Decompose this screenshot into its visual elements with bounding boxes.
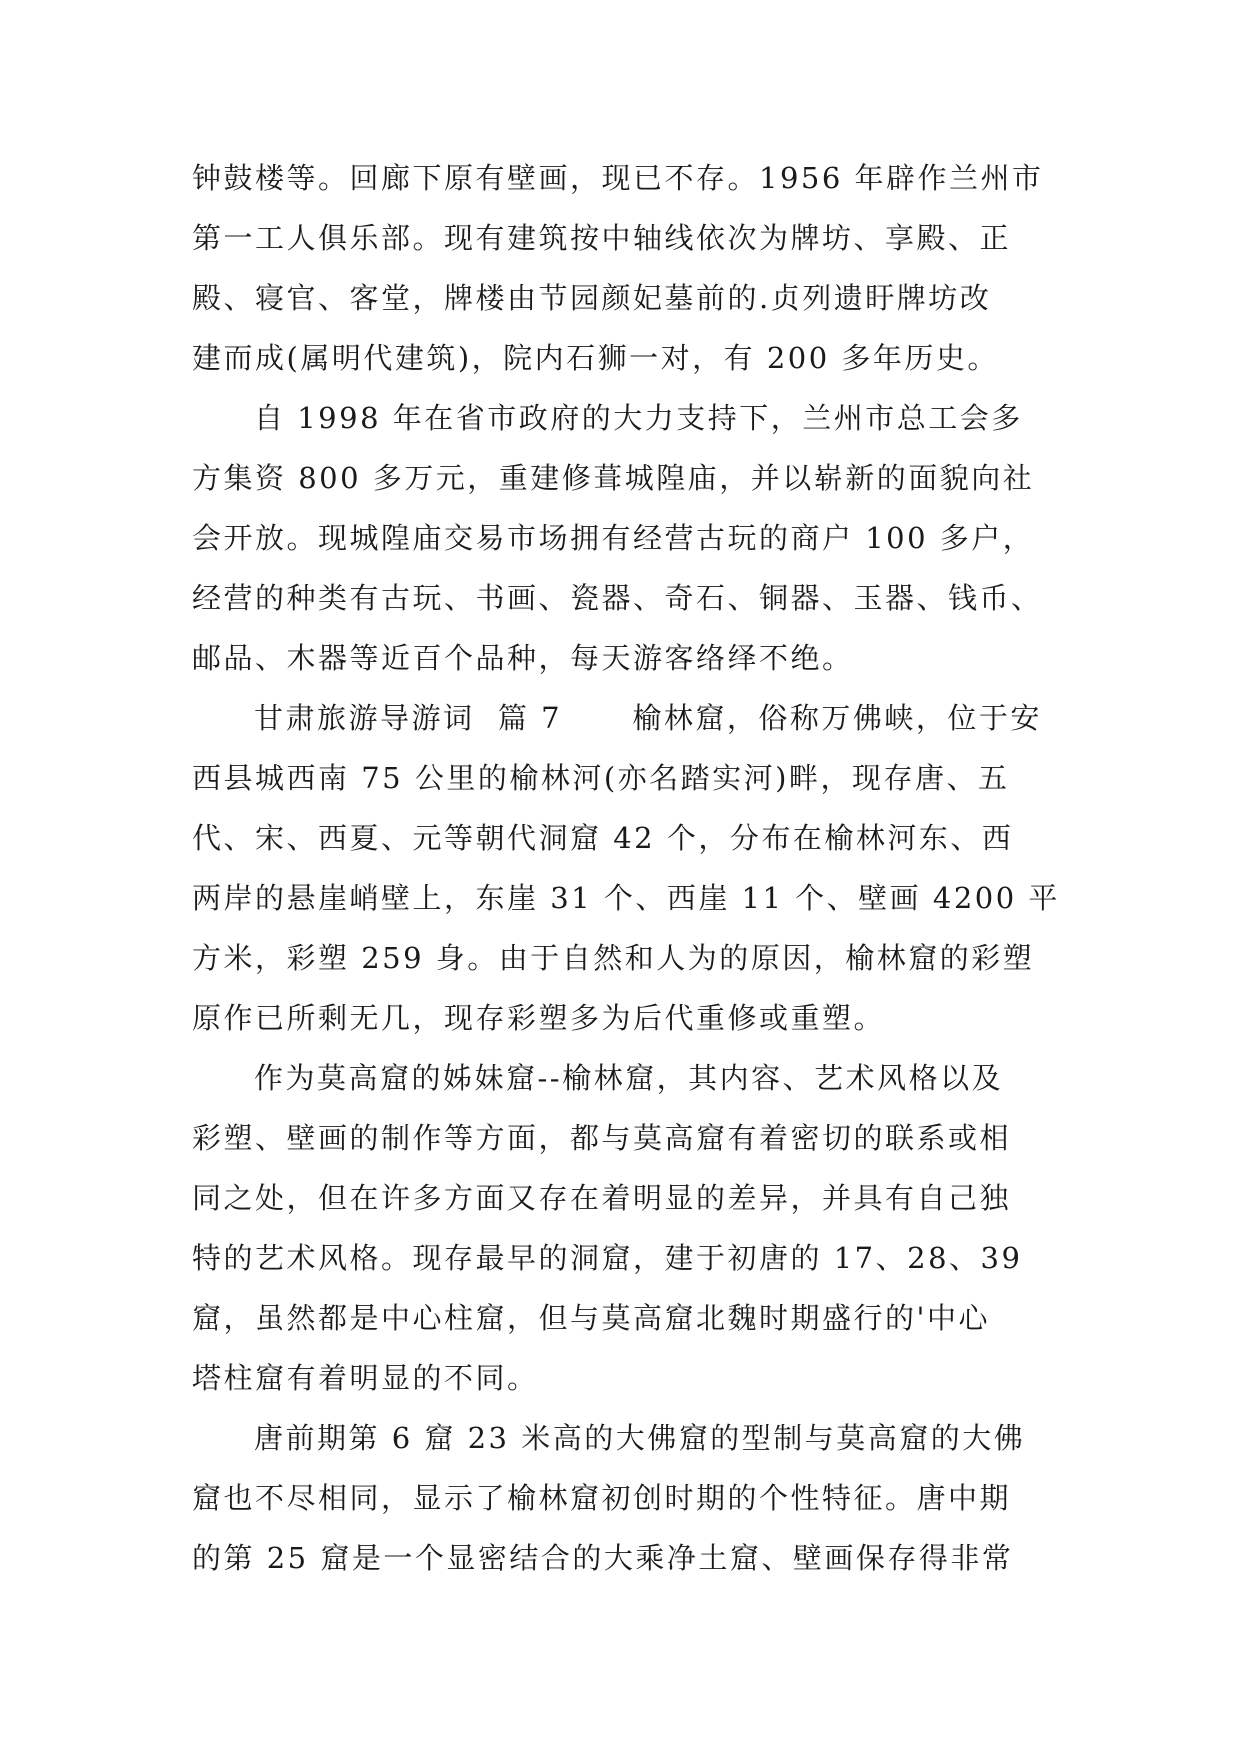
text-line: 邮品、木器等近百个品种，每天游客络绎不绝。 bbox=[192, 641, 854, 675]
text-line: 特的艺术风格。现存最早的洞窟，建于初唐的 17、28、39 bbox=[192, 1241, 1023, 1275]
text-line: 原作已所剩无几，现存彩塑多为后代重修或重塑。 bbox=[192, 1001, 886, 1035]
text-line: 会开放。现城隍庙交易市场拥有经营古玩的商户 100 多户， bbox=[192, 521, 1035, 555]
text-line: 作为莫高窟的姊妹窟--榆林窟，其内容、艺术风格以及 bbox=[254, 1061, 1004, 1095]
section-heading-line: 甘肃旅游导游词 篇 7 榆林窟，俗称万佛峡，位于安 bbox=[254, 701, 1042, 735]
text-line: 两岸的悬崖峭壁上，东崖 31 个、西崖 11 个、壁画 4200 平 bbox=[192, 881, 1060, 915]
text-line: 方集资 800 多万元，重建修葺城隍庙，并以崭新的面貌向社 bbox=[192, 461, 1035, 495]
text-line: 殿、寝官、客堂，牌楼由节园颜妃墓前的.贞列遗盱牌坊改 bbox=[192, 281, 992, 315]
text-line: 钟鼓楼等。回廊下原有壁画，现已不存。1956 年辟作兰州市 bbox=[192, 161, 1044, 195]
text-line: 彩塑、壁画的制作等方面，都与莫高窟有着密切的联系或相 bbox=[192, 1121, 1012, 1155]
text-line: 的第 25 窟是一个显密结合的大乘净土窟、壁画保存得非常 bbox=[192, 1541, 1014, 1575]
text-line: 代、宋、西夏、元等朝代洞窟 42 个，分布在榆林河东、西 bbox=[192, 821, 1014, 855]
text-line: 窟也不尽相同，显示了榆林窟初创时期的个性特征。唐中期 bbox=[192, 1481, 1012, 1515]
text-line: 建而成(属明代建筑)，院内石狮一对，有 200 多年历史。 bbox=[192, 341, 999, 375]
text-line: 第一工人俱乐部。现有建筑按中轴线依次为牌坊、享殿、正 bbox=[192, 221, 1012, 255]
text-line: 经营的种类有古玩、书画、瓷器、奇石、铜器、玉器、钱币、 bbox=[192, 581, 1043, 615]
text-line: 同之处，但在许多方面又存在着明显的差异，并具有自己独 bbox=[192, 1181, 1012, 1215]
text-line: 方米，彩塑 259 身。由于自然和人为的原因，榆林窟的彩塑 bbox=[192, 941, 1035, 975]
text-line: 唐前期第 6 窟 23 米高的大佛窟的型制与莫高窟的大佛 bbox=[254, 1421, 1026, 1455]
text-line: 西县城西南 75 公里的榆林河(亦名踏实河)畔，现存唐、五 bbox=[192, 761, 1010, 795]
text-line: 塔柱窟有着明显的不同。 bbox=[192, 1361, 539, 1395]
text-line: 自 1998 年在省市政府的大力支持下，兰州市总工会多 bbox=[254, 401, 1023, 435]
text-line: 窟，虽然都是中心柱窟，但与莫高窟北魏时期盛行的'中心 bbox=[192, 1301, 990, 1335]
